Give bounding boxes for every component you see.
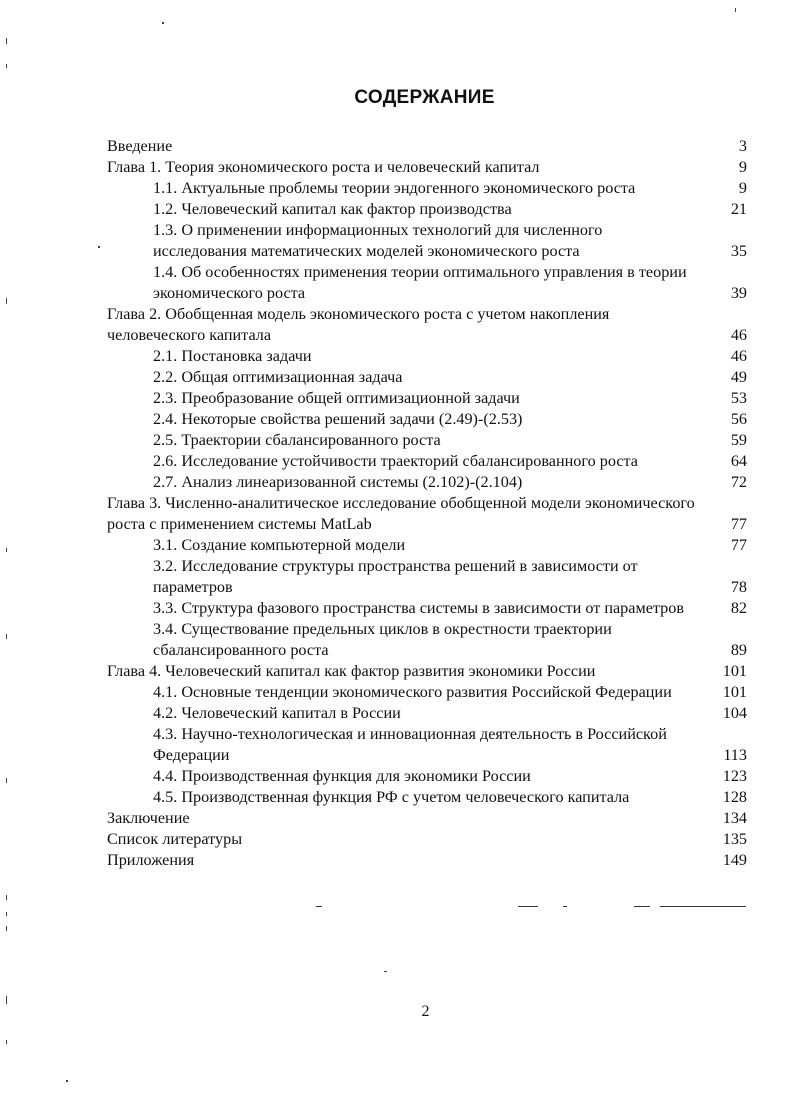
toc-entry-title: 1.1. Актуальные проблемы теории эндогенного экономического роста (153, 179, 636, 197)
toc-entry-page: 9 (738, 179, 747, 197)
toc-entry-page: 3 (738, 137, 747, 155)
toc-entry (107, 556, 747, 598)
toc-entry (107, 598, 747, 619)
toc-entry-page: 39 (730, 284, 747, 302)
toc-entry (107, 787, 747, 808)
toc-entry-title: Глава 3. Численно-аналитическое исследование обобщенной модели экономического роста с применением системы MatLab (107, 494, 695, 533)
toc-entry-page: 89 (730, 641, 747, 659)
toc-entry-title: 4.3. Научно-технологическая и инновационная деятельность в Российской Федерации (153, 725, 667, 764)
toc-entry-page: 53 (730, 389, 747, 407)
scan-speck (6, 1040, 7, 1044)
toc-entry-page: 134 (722, 809, 747, 827)
toc-entry-title: 3.2. Исследование структуры пространства решений в зависимости от параметров (153, 557, 638, 596)
toc-entry-title: Заключение (107, 809, 190, 827)
toc-entry-title: 1.2. Человеческий капитал как фактор производства (153, 200, 512, 218)
toc-entry-page: 113 (723, 746, 747, 764)
toc-entry-page: 56 (730, 410, 747, 428)
toc-entry-page: 128 (722, 788, 747, 806)
scan-speck (6, 38, 7, 44)
toc-entry-page: 64 (730, 452, 747, 470)
toc-entry-page: 21 (730, 200, 747, 218)
toc-entry (107, 472, 747, 493)
toc-entry-title: Приложения (107, 851, 195, 869)
toc-entry-title: 2.2. Общая оптимизационная задача (153, 368, 403, 386)
scan-speck (6, 64, 7, 68)
toc-entry-title: 3.1. Создание компьютерной модели (153, 536, 406, 554)
toc-entry (107, 766, 747, 787)
toc-entry (107, 157, 747, 178)
toc-entry-page: 78 (730, 578, 747, 596)
toc-entry-page: 72 (730, 473, 747, 491)
toc-entry-title: Список литературы (107, 830, 243, 848)
toc-entry-title: 2.4. Некоторые свойства решений задачи (2.49)-(2.53) (153, 410, 523, 428)
toc-entry-page: 149 (722, 851, 747, 869)
toc-entry (107, 682, 747, 703)
scan-speck (6, 926, 7, 931)
toc-entry-title: 1.4. Об особенностях применения теории оптимального управления в теории экономического роста (153, 263, 687, 302)
toc-entry (107, 136, 747, 157)
toc-entry (107, 178, 747, 199)
toc-entry-title: 4.1. Основные тенденции экономического развития Российской Федерации (153, 683, 672, 701)
scan-speck (6, 298, 7, 304)
toc-entry (107, 304, 747, 346)
toc-entry-page: 49 (730, 368, 747, 386)
table-of-contents (107, 136, 747, 871)
toc-entry-page: 82 (730, 599, 747, 617)
toc-entry (107, 829, 747, 850)
toc-entry-page: 101 (722, 662, 747, 680)
toc-entry (107, 409, 747, 430)
toc-entry (107, 220, 747, 262)
toc-entry (107, 346, 747, 367)
toc-entry-title: Глава 1. Теория экономического роста и человеческий капитал (107, 158, 540, 176)
scan-speck (162, 22, 164, 24)
toc-entry (107, 199, 747, 220)
scan-dash (518, 906, 538, 907)
toc-entry-title: 4.2. Человеческий капитал в России (153, 704, 401, 722)
scan-speck (98, 246, 100, 248)
toc-entry-title: 1.3. О применении информационных технологий для численного исследования математических моделей экономического роста (153, 221, 603, 260)
scan-dash (563, 906, 567, 907)
toc-entry (107, 808, 747, 829)
toc-entry (107, 535, 747, 556)
toc-entry-page: 46 (730, 326, 747, 344)
page-title: СОДЕРЖАНИЕ (354, 87, 495, 108)
toc-entry-page: 59 (730, 431, 747, 449)
scan-speck (6, 634, 7, 639)
toc-entry-title: Глава 2. Обобщенная модель экономического роста с учетом накопления человеческого капитала (107, 305, 610, 344)
scan-speck (6, 895, 7, 900)
toc-entry-page: 9 (738, 158, 747, 176)
toc-entry-title: 4.4. Производственная функция для экономики России (153, 767, 531, 785)
toc-entry-title: 3.3. Структура фазового пространства системы в зависимости от параметров (153, 599, 684, 617)
toc-entry-page: 46 (730, 347, 747, 365)
scan-speck (66, 1080, 68, 1082)
scan-speck (6, 778, 7, 783)
scan-speck (6, 912, 7, 916)
toc-entry-page: 35 (730, 242, 747, 260)
toc-entry (107, 430, 747, 451)
toc-entry (107, 262, 747, 304)
toc-entry-title: 3.4. Существование предельных циклов в окрестности траектории сбалансированного роста (153, 620, 612, 659)
scan-dash (660, 906, 746, 907)
toc-entry-page: 77 (730, 536, 747, 554)
scan-dash (316, 906, 322, 907)
toc-entry-title: Введение (107, 137, 173, 155)
scan-speck (384, 971, 387, 972)
toc-entry-title: Глава 4. Человеческий капитал как фактор развития экономики России (107, 662, 596, 680)
toc-entry-title: 2.7. Анализ линеаризованной системы (2.102)-(2.104) (153, 473, 523, 491)
toc-entry (107, 493, 747, 535)
scan-speck (6, 548, 7, 552)
toc-entry-title: 4.5. Производственная функция РФ с учетом человеческого капитала (153, 788, 630, 806)
toc-entry (107, 661, 747, 682)
scan-dash (634, 906, 650, 907)
toc-entry-page: 104 (722, 704, 747, 722)
toc-entry (107, 724, 747, 766)
toc-entry-title: 2.5. Траектории сбалансированного роста (153, 431, 441, 449)
toc-entry (107, 388, 747, 409)
toc-entry-title: 2.1. Постановка задачи (153, 347, 312, 365)
toc-entry (107, 451, 747, 472)
page-number: 2 (421, 1003, 430, 1020)
toc-entry-page: 101 (722, 683, 747, 701)
toc-entry-page: 135 (722, 830, 747, 848)
toc-entry (107, 367, 747, 388)
toc-entry-title: 2.3. Преобразование общей оптимизационной задачи (153, 389, 520, 407)
toc-entry (107, 703, 747, 724)
toc-entry-page: 77 (730, 515, 747, 533)
toc-entry (107, 850, 747, 871)
scan-speck (6, 996, 7, 1004)
scan-speck (735, 8, 736, 12)
toc-entry-page: 123 (722, 767, 747, 785)
toc-entry-title: 2.6. Исследование устойчивости траекторий сбалансированного роста (153, 452, 638, 470)
toc-entry (107, 619, 747, 661)
